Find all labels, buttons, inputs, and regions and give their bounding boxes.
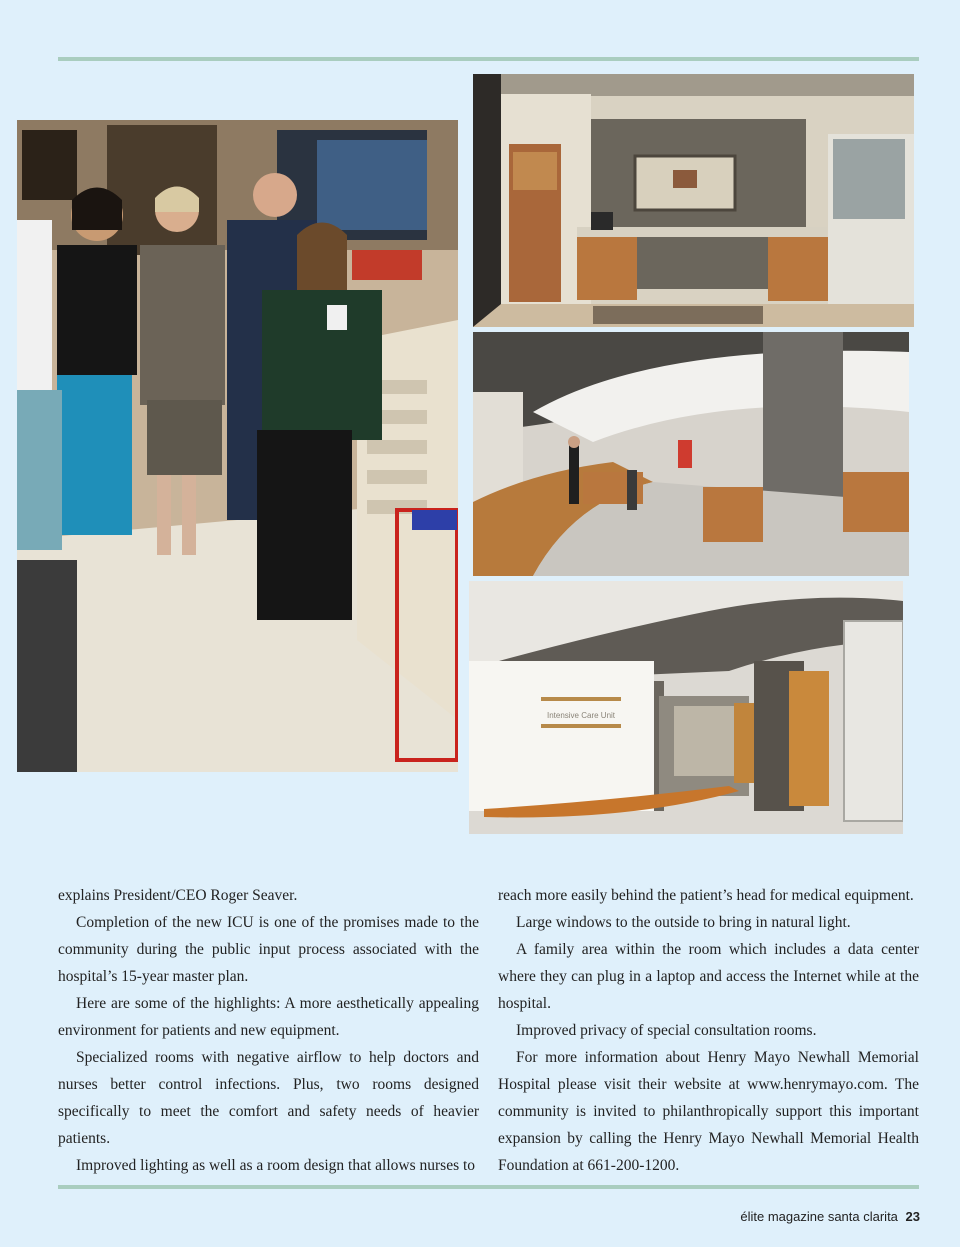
entrance-sign-text: Intensive Care Unit	[546, 711, 616, 720]
bottom-divider	[58, 1185, 919, 1189]
top-divider	[58, 57, 919, 61]
magazine-name: élite magazine santa clarita	[740, 1209, 898, 1224]
icu-entrance-rendering	[469, 581, 903, 834]
body-paragraph: Here are some of the highlights: A more aesthetically appealing environment for patients and new equipment.	[58, 995, 479, 1039]
body-paragraph: explains President/CEO Roger Seaver.	[58, 887, 298, 904]
body-paragraph: A family area within the room which includes a data center where they can plug in a laptop and access the Internet while at the hospital.	[498, 941, 919, 1012]
body-paragraph: Improved lighting as well as a room design that allows nurses to	[76, 1157, 476, 1174]
body-column-left	[58, 882, 479, 1179]
nurse-station-rendering	[473, 74, 914, 327]
body-paragraph: Completion of the new ICU is one of the promises made to the community during the public input process associated with the hospital’s 15-year master plan.	[58, 914, 479, 985]
page-number: 23	[905, 1209, 920, 1224]
body-paragraph: reach more easily behind the patient’s head for medical equipment.	[498, 887, 914, 904]
body-paragraph: Improved privacy of special consultation rooms.	[516, 1022, 817, 1039]
staff-group-photo	[17, 120, 458, 772]
page-footer	[740, 1209, 920, 1224]
body-column-right	[498, 882, 919, 1179]
body-paragraph: Specialized rooms with negative airflow to help doctors and nurses better control infections. Plus, two rooms designed specifically to meet the comfort and safety needs of heavier patients.	[58, 1049, 479, 1147]
body-paragraph: For more information about Henry Mayo Newhall Memorial Hospital please visit their website at www.henrymayo.com. The community is invited to philanthropically support this important expansion by calling the Henry Mayo Newhall Memorial Health Foundation at 661-200-1200.	[498, 1049, 919, 1174]
body-paragraph: Large windows to the outside to bring in natural light.	[516, 914, 851, 931]
icu-corridor-rendering	[473, 332, 909, 576]
